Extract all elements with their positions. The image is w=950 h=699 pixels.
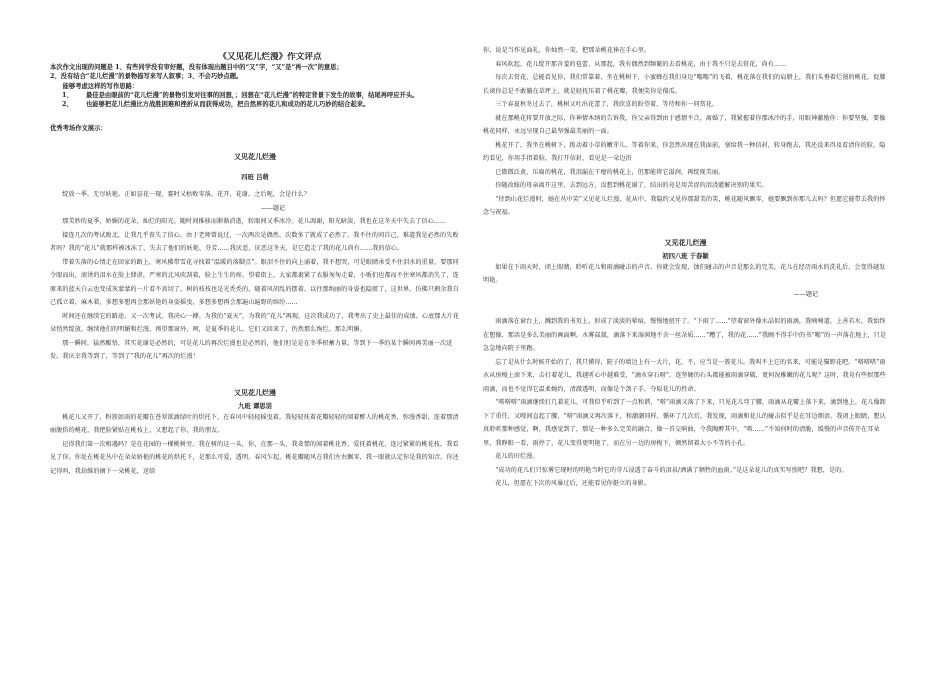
essay-paragraph: 绽放一季，无尽妖艳。正如昙花一现，霎时又枯败零落。花开，花谢。之后呢，会是什么？	[62, 191, 310, 199]
essay-paragraph: 那美妙的夏季，娇媚的花朵，灿烂的阳光。随时间推移而渐渐消逝，转眼间又季冰冷。花儿凋谢，阳光暗淡，我也在这冬天中失去了信心……	[62, 218, 447, 226]
essay-paragraph: 桃花儿又开了，粉簇如雨的花瓣在苍翠欲滴绿叶的烘托下，在春风中轻轻摇曳着。我轻轻抚着花瓣轻轻的闻着醉人的桃花香，弥漫香甜，连着那清丽脱俗的桃花，我把脸紧贴在桃枝上，又想起了你，我的朋友。	[50, 413, 459, 435]
essay-author: 九班 谭思羽	[238, 402, 272, 410]
intro-line: 2、没有结合“花儿烂漫”的景物描写来写人叙事；3、不会巧妙点题。	[50, 73, 243, 81]
requirement-item	[50, 91, 460, 100]
essay-author: 初四八班 于春颖	[662, 252, 709, 260]
essay-title: 又见花儿烂漫	[234, 387, 276, 397]
essay-title: 又见花儿烂漫	[234, 152, 276, 162]
essay-paragraph: 花儿，但愿在下次的风暴过后，还能看见你挺立的身影。	[495, 480, 651, 487]
essay-paragraph: 三个春夏秋冬过去了，桃树又吐出花蕾了，我欣喜的盼望着，等待和你一同赏花。	[495, 101, 719, 108]
essay-paragraph: 花儿的田烂漫。	[495, 453, 539, 460]
essay-paragraph: “嗒嗒嗒”雨滴继续打几着花儿，可我似乎听到了一点和谐，“嗒”雨滴又落了下来，只见花儿弯了腰，雨滴从花瓣上落下来，滴到地上，花儿像卸下了重任，又嗖间直起了腰，“嗒”雨滴又再次落下，和潮潮同样，循环了几次后，我发现，雨滴和花儿的碰击似乎是在耳边细语。我闭上眼睛，想认真聆听那种感觉，啊，我感觉到了，那是一种多么完美的融合，像一首交响曲，令我陶醉其中，“嗒……”不知何时的清脆，缓慢的声音传开在耳朵里，我睁眼一看，雨停了，花儿变得更明艳了，而在另一边的房梭下，倾然留着大小不等的小孔。	[483, 399, 886, 447]
essay-paragraph: 那一瞬间，猛然醒悟，其实花谢是必然的，可是花儿的再次烂漫也是必然的，他们但是是在冬季积蓄力量，等到下一季的某个瞬间再美丽一次迸发。我庆幸我等到了，等到了“我的花儿”再次的烂漫！	[50, 339, 453, 361]
essay-title: 又见花儿烂漫	[664, 237, 707, 247]
doc-title: 《又见花儿烂漫》作文评点	[218, 52, 322, 62]
epigraph-signature: ——题记	[793, 290, 818, 298]
essay-paragraph: 你，说是当作见面礼，你灿然一笑，把那朵桃花捧在手心里。	[483, 47, 651, 54]
essay-paragraph: 接连几次的考试败北，让我几乎丧失了信心。由于老师曾说过，一次两次是偶然，次数多了就成了必然了，我不住的问自己，难道我是必然的失败者吗？我的“花儿”就那样被冰冻了，失去了他们的妖艳、芬芳……我厌恶，厌恶这冬天，是它造走了我的花儿尚有……我的信心。	[50, 231, 459, 253]
essay-paragraph: 春风吹起，花儿绽开那含羞的苞蕾，从那起，我有偶然到频繁的去看桃花，由于我不只是去赏花，尚有……	[495, 60, 787, 68]
showcase-heading: 优秀考场作文展示：	[50, 125, 107, 133]
essay-paragraph: 已微微泛黄，压扁的桃花，我泪漏在干瘪的桃花上，但那能将它滋润，再绽现美丽。	[495, 168, 725, 176]
essay-paragraph: 雨滴落在窗台上，溅到我的书页上，形成了淡淡的晕痕，慢慢地扭开了。“下雨了……”望着窗外像水晶似的雨滴，我喃喃道。上善若水，我始终在想像，那活是多么美丽的画面啊。水雾氤氲，滴落下来湿润地不含一丝杂质……“糟了，我的花……”我顾不得手中的书“啪”的一声落在地上，只是急急地向院子里跑。	[483, 318, 887, 352]
essay-paragraph: 记得我们第一次相遇吗？是在花园的一棵桃树旁。我在树的这一头，你，在那一头，我贪婪的闻着桃花香，爱抚着桃花，连过紧紧的桃花枝。我看见了你。你处在桃花丛中在朵朵娇艳的桃花的烘托下，是那么可爱，透明。春风乍起，桃花瓣随风在我们左右飘零，我一眼就认定你是我的知音。你还记得吗，我劫维的摘下一朵桃花，送给	[50, 440, 459, 475]
essay-paragraph: 如果在下雨天时，闭上眼睛，聆听花儿和雨滴碰击的声音。你就会发现，蚀们碰击的声音是那么的完美，花儿在经历雨水的洗礼后，会变得越发明艳。	[483, 263, 886, 284]
left-column	[50, 52, 460, 699]
essay-author: 四班 吕萌	[241, 174, 269, 182]
essay-paragraph: 时间还在继续它的路途。又一次考试，我决心一搏。为我的“夏天”，为我的“花儿”再现。这次我成功了，我考出了史上最佳的成绩。心底那大片花朵悄然绽放，继续他们的明媚和烂漫，再望那窗外，呵，是夏季的花儿，它们又回来了，仍然那么绚烂、那么明媚。	[50, 312, 460, 334]
essay-paragraph: 就在那桃花将要开放之际，你神情木纳的告诉我，你父亲得到由于感情不合，离婚了，我紧握着你那冰冷的手，用眼神激励你：你要坚强，要像桃花同样，永远呈现自己最坚强最美丽的一面。	[483, 114, 886, 135]
epigraph-signature: ——题记	[260, 204, 285, 212]
essay-paragraph: 忘了是从什么时候开始的了，我只懂得，院子的墙边上有一大片，花，不，应当是一簇花儿。我叫不上它的名来，可能是猫野花吧。“嗒嗒嗒”雨水从房梭上滚下来，击打着花儿，我越听心中越难受，“滴水穿石呀”，连坚硬的石头都能被雨滴穿破，更何况稚嫩的花儿呢？这时，我竟有些恨那些雨滴，而也不觉得它温柔婉约，清澈透明，而像是个刽子手，夺取花儿的性命。	[483, 358, 886, 393]
essay-paragraph: 桃花开了，我坐在桃树下，拨动着小草的嫩芽儿，等着你来，你忽然出现在我面前，塞给我一种信封，转身跑去，我还没来得及看清你的脸，隐约看见，你用手指着脸，我打开信封，看见是一朵边沿	[483, 141, 886, 162]
requirement-item	[50, 100, 460, 109]
essay-paragraph: 带着失落的心情走在回家的路上，寒风拂带雪花寻找着“温暖的落脚点”。眼泪不住的向上涌着，我不想哭，可是眼睛承受不住泪水的重量，要那同令眼而出，滚烫的泪水在脸上肆虐，严寒的北风吹刮着，脸上生生的疼。望着街上，大家都裹紧了衣服匆匆走着，小贩们也都而不住寒风都消失了，连原来的蓝天白云也变成灰蒙蒙的一片看不真切了。树的枝枝也是光秃秃的，随着风胡乱的摆着，以往那绚丽的身姿也隐匿了，这世界，仿佛只剩余我自己孤立着，麻木着，多想多想再会那妖艳的身姿摇曳，多想多想再会那遍山遍野的缤纷……	[50, 258, 459, 307]
right-column	[483, 44, 888, 691]
requirement-text: 也能够把花儿烂漫比方战胜困难和挫折从而获得成功，把自然界的花儿和成功的花儿巧妙的结合起来。	[86, 101, 370, 109]
requirement-number: 1、	[62, 91, 73, 99]
requirement-number: 2、	[62, 101, 73, 109]
essay-paragraph: “待到山花烂漫时，她在丛中笑”又见花儿烂漫，花从中，我隐约又见你那甜美的笑，桃花随风飘零，她要飘到你那儿去吗？但愿它能带去我的怀念与祝福。	[483, 195, 886, 216]
intro-line: 本次作文出现的问题是 1、有些同学没有审好题，没有体现出题目中的“又”字，“又”是“再一次”的意思；	[50, 64, 343, 71]
essay-paragraph: 每次去赏花，总能看见你，我们常靠着，坐在桃树下，小蜜蜂在我们身边“嗡嗡”的飞着，桃花落在我们的肩膀上，我们头垂着烂漫的桃花，促膝长谈你总是不敢躺在草坪上，就是轻抚压着了桃花瓣，我便笑你是傻瓜。	[483, 74, 886, 95]
essay-paragraph: 你随改嫁的母亲离开这里，去到远方，没想到桃花谢了，结出的竟是用苦涩的泪浇灌解决别的果实。	[495, 182, 768, 189]
requirement-text: 最佳是由眼前的“花儿烂漫”的景物引发对往事的回想，；回想在“花儿烂漫”的特定背景下发生的故事，结尾再呼应开头。	[86, 91, 419, 99]
intro-line: 能够考虑这样的写作思路：	[62, 82, 139, 90]
essay-paragraph: “成功的花儿们只惊雾它现时的明艳当时它的芽儿浸透了奋斗的泪泉/洒满了牺牲的血雨。”是这朵花儿的真实写照吧？我想，是的。	[495, 466, 848, 474]
